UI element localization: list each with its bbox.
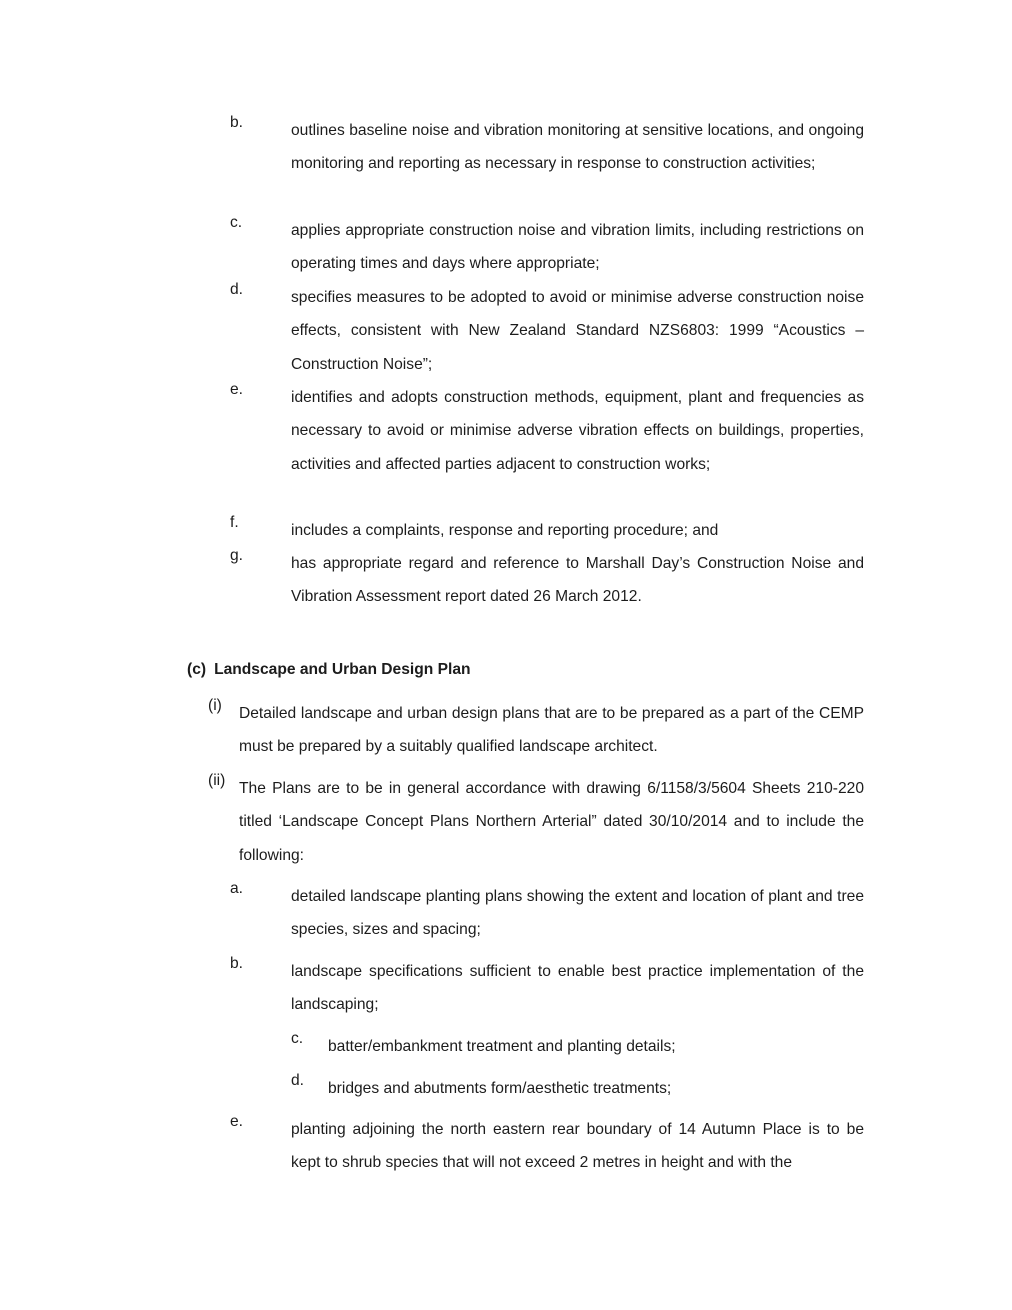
- list-marker: d.: [291, 1072, 305, 1089]
- list-marker: b.: [230, 955, 244, 972]
- list-item-text: includes a complaints, response and reporting procedure; and: [291, 522, 719, 539]
- roman-marker: (ii): [208, 772, 226, 789]
- list-marker: e.: [230, 1113, 244, 1130]
- roman-item-text: The Plans are to be in general accordance with drawing 6/1158/3/5604 Sheets 210-220 titled ‘Landscape Concept Plans Northern Arterial” dated 30/10/2014 and to include the following:: [239, 780, 864, 864]
- list-marker: g.: [230, 547, 244, 564]
- list-marker: c.: [230, 214, 243, 231]
- list-item-text: planting adjoining the north eastern rear boundary of 14 Autumn Place is to be kept to shrub species that will not exceed 2 metres in height and with the: [291, 1121, 864, 1172]
- section-label: (c): [187, 661, 207, 678]
- roman-marker: (i): [208, 697, 222, 714]
- list-marker: c.: [291, 1030, 304, 1047]
- list-item-text: outlines baseline noise and vibration monitoring at sensitive locations, and ongoing monitoring and reporting as necessary in response to construction activities;: [291, 122, 864, 173]
- section-title: Landscape and Urban Design Plan: [214, 661, 471, 678]
- list-marker: f.: [230, 514, 239, 531]
- list-item-text: detailed landscape planting plans showing the extent and location of plant and tree species, sizes and spacing;: [291, 888, 864, 939]
- list-item-text: batter/embankment treatment and planting details;: [328, 1038, 676, 1055]
- list-marker: b.: [230, 114, 244, 131]
- list-marker: e.: [230, 381, 244, 398]
- list-item-text: identifies and adopts construction methods, equipment, plant and frequencies as necessary to avoid or minimise adverse vibration effects on buildings, properties, activities and affected parties adjacent to construction works;: [291, 389, 864, 473]
- list-item-text: bridges and abutments form/aesthetic treatments;: [328, 1080, 672, 1097]
- roman-item-text: Detailed landscape and urban design plans that are to be prepared as a part of the CEMP must be prepared by a suitably qualified landscape architect.: [239, 705, 864, 756]
- list-item-text: has appropriate regard and reference to Marshall Day’s Construction Noise and Vibration Assessment report dated 26 March 2012.: [291, 555, 864, 606]
- list-item-text: landscape specifications sufficient to enable best practice implementation of the landscaping;: [291, 963, 864, 1014]
- list-marker: d.: [230, 281, 244, 298]
- section-heading: [187, 661, 471, 679]
- list-item-text: specifies measures to be adopted to avoid or minimise adverse construction noise effects, consistent with New Zealand Standard NZS6803: 1999 “Acoustics – Construction Noise”;: [291, 289, 864, 373]
- list-item-text: applies appropriate construction noise and vibration limits, including restrictions on operating times and days where appropriate;: [291, 222, 864, 273]
- list-marker: a.: [230, 880, 244, 897]
